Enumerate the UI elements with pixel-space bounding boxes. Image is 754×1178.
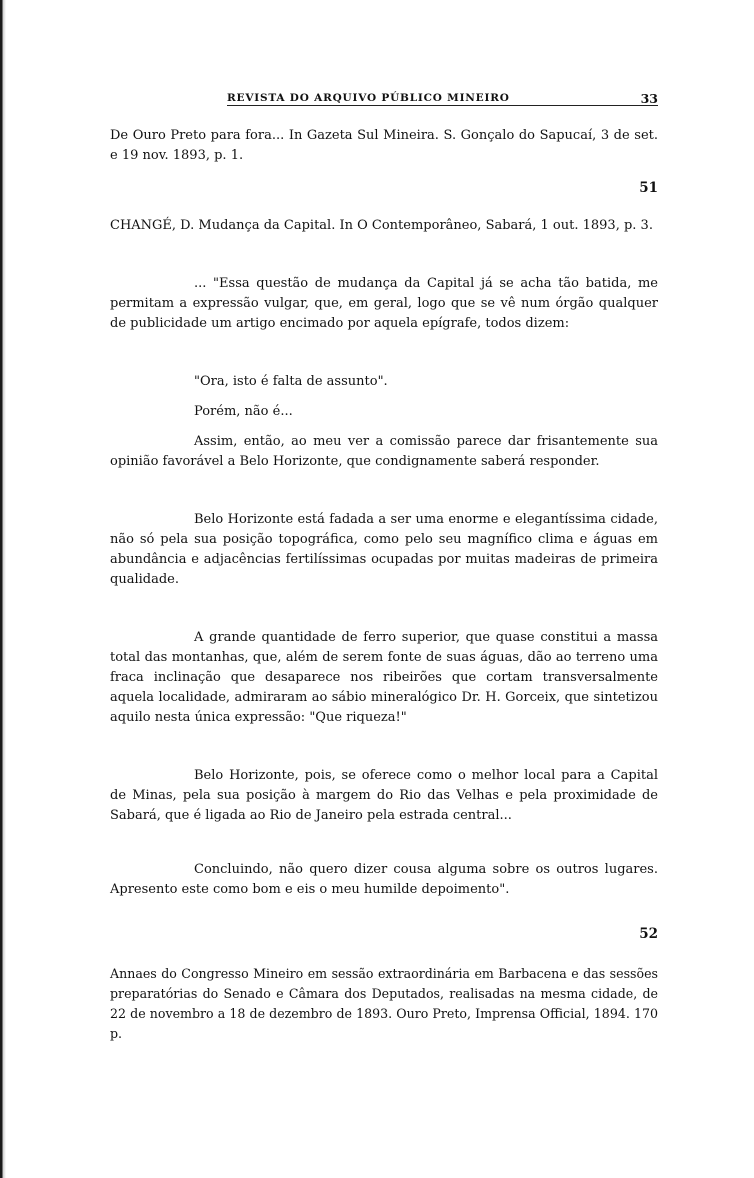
quote-paragraph: Belo Horizonte, pois, se oferece como o melhor local para a Capital de Minas, pela sua posição à margem do Rio das Velhas e pela proximidade de Sabará, que é ligada ao Rio de Janeiro pela estrada central... [110, 768, 658, 823]
quote-paragraph: Concluindo, não quero dizer cousa alguma sobre os outros lugares. Apresento este como bom e eis o meu humilde depoimento". [110, 862, 658, 897]
entry-51-citation: CHANGÉ, D. Mudança da Capital. In O Contemporâneo, Sabará, 1 out. 1893, p. 3. [110, 218, 653, 233]
entry-52-citation: Annaes do Congresso Mineiro em sessão extraordinária em Barbacena e das sessões preparatórias do Senado e Câmara dos Deputados, realisadas na mesma cidade, de 22 de novembro a 18 de dezembro de 1893. Ouro Preto, Imprensa Official, 1894. 170 p. [110, 966, 658, 1041]
entry-number-52: 52 [639, 926, 658, 942]
page-edge-shadow [0, 0, 6, 1178]
quote-paragraph: Assim, então, ao meu ver a comissão parece dar frisantemente sua opinião favorável a Belo Horizonte, que condignamente saberá responder. [110, 434, 658, 469]
entry-50-citation: De Ouro Preto para fora... In Gazeta Sul Mineira. S. Gonçalo do Sapucaí, 3 de set. e 19 nov. 1893, p. 1. [110, 128, 658, 163]
entry-number-51: 51 [639, 180, 658, 196]
page-number: 33 [640, 91, 658, 106]
quote-paragraph: Belo Horizonte está fadada a ser uma enorme e elegantíssima cidade, não só pela sua posição topográfica, como pelo seu magnífico clima e águas em abundância e adjacências fertilíssimas ocupadas por muitas madeiras de primeira qualidade. [110, 512, 658, 587]
quote-paragraph: "Ora, isto é falta de assunto". [194, 374, 388, 389]
header-rule [227, 105, 658, 106]
quote-paragraph: Porém, não é... [194, 404, 293, 419]
running-title: REVISTA DO ARQUIVO PÚBLICO MINEIRO [227, 92, 510, 104]
quote-paragraph: ... "Essa questão de mudança da Capital já se acha tão batida, me permitam a expressão vulgar, que, em geral, logo que se vê num órgão qualquer de publicidade um artigo encimado por aquela epígrafe, todos dizem: [110, 276, 658, 331]
quote-paragraph: A grande quantidade de ferro superior, que quase constitui a massa total das montanhas, que, além de serem fonte de suas águas, dão ao terreno uma fraca inclinação que desaparece nos ribeirões que cortam transversalmente aquela localidade, admiraram ao sábio mineralógico Dr. H. Gorceix, que sintetizou aquilo nesta única expressão: "Que riqueza!" [110, 630, 658, 725]
